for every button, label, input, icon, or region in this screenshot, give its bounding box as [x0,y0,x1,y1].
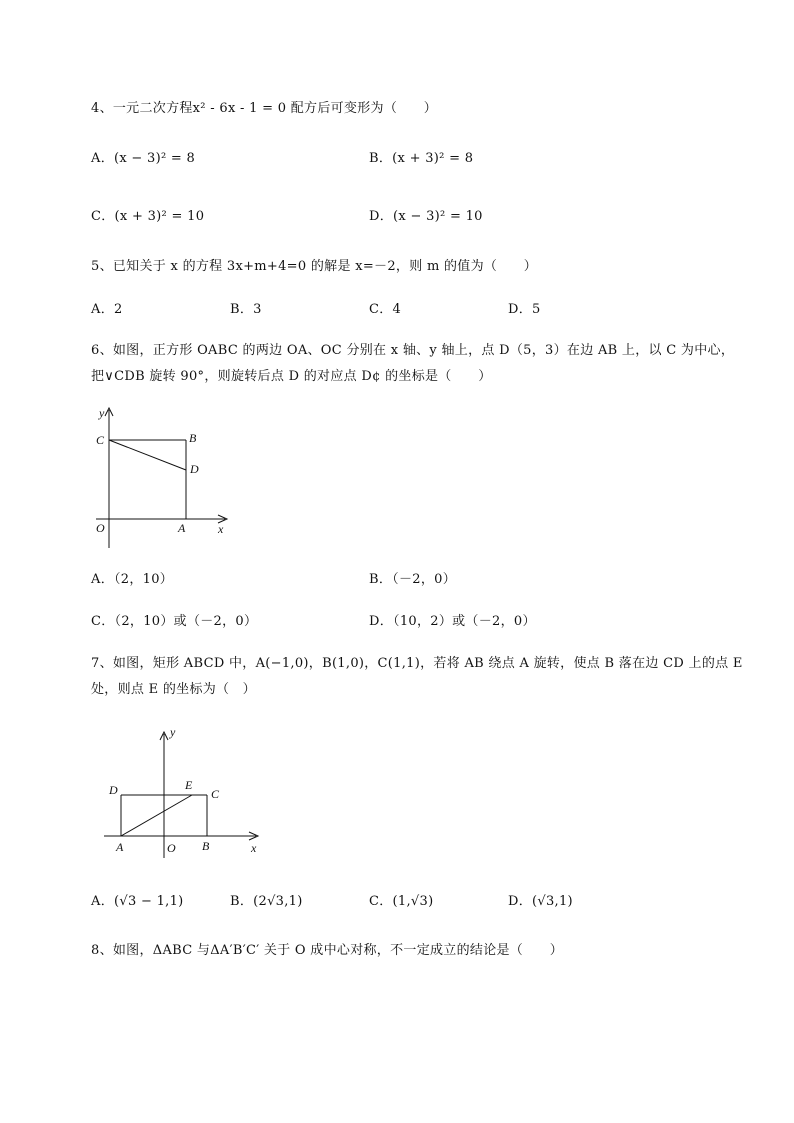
q6-stem-line1: 6、如图，正方形 OABC 的两边 OA、OC 分别在 x 轴、y 轴上，点 D（5，3）在边 AB 上，以 C 为中心， [91,343,735,358]
q6-label-x: x [218,522,224,536]
q5-option-a: A．2 [91,302,123,317]
q7-segment-ae [121,795,192,836]
q7-label-a: A [116,840,124,854]
q7-option-a: A．(√3 − 1,1) [91,894,184,909]
q7-label-b: B [202,839,210,853]
q7-option-b: B．(2√3,1) [230,894,303,909]
q4-option-c: C．(x + 3)² = 10 [91,209,205,224]
q5-stem: 5、已知关于 x 的方程 3x+m+4=0 的解是 x=－2，则 m 的值为（ ） [91,259,538,274]
q6-stem-line2: 把∨CDB 旋转 90°，则旋转后点 D 的对应点 D¢ 的坐标是（ ） [91,369,492,384]
q6-option-d: D．（10，2）或（－2，0） [369,614,536,629]
q5-option-d: D．5 [508,302,541,317]
q4-option-b: B．(x + 3)² = 8 [369,151,474,166]
q7-label-x: x [251,841,257,855]
q7-label-o: O [167,841,176,855]
q4-option-a: A．(x − 3)² = 8 [91,151,196,166]
q7-label-d: D [109,783,118,797]
q6-label-b: B [189,431,197,445]
q6-segment-cd [109,440,186,470]
q7-option-d: D．(√3,1) [508,894,573,909]
q6-label-c: C [96,433,105,447]
q6-option-a: A．（2，10） [91,572,174,587]
q6-option-b: B．（－2，0） [369,572,456,587]
q6-label-a: A [178,521,186,535]
q7-stem-line1: 7、如图，矩形 ABCD 中，A(−1,0)，B(1,0)，C(1,1)，若将 AB 绕点 A 旋转，使点 B 落在边 CD 上的点 E [91,656,743,671]
q7-stem-line2: 处，则点 E 的坐标为（ ） [91,682,256,697]
q6-label-y: y [99,406,105,420]
q4-option-d: D．(x − 3)² = 10 [369,209,483,224]
q6-option-c: C．（2，10）或（－2，0） [91,614,258,629]
q6-label-o: O [96,521,105,535]
q7-label-c: C [211,787,220,801]
q6-label-d: D [190,462,199,476]
q6-figure [90,400,240,550]
q7-figure [100,722,270,862]
q5-option-c: C．4 [369,302,402,317]
q7-option-c: C．(1,√3) [369,894,434,909]
q8-stem: 8、如图，ΔABC 与ΔA′B′C′ 关于 O 成中心对称，不一定成立的结论是（ ） [91,943,564,958]
q7-label-y: y [170,725,176,739]
q7-label-e: E [185,778,193,792]
q5-option-b: B．3 [230,302,262,317]
q4-stem: 4、一元二次方程x² - 6x - 1 = 0 配方后可变形为（ ） [91,101,438,116]
